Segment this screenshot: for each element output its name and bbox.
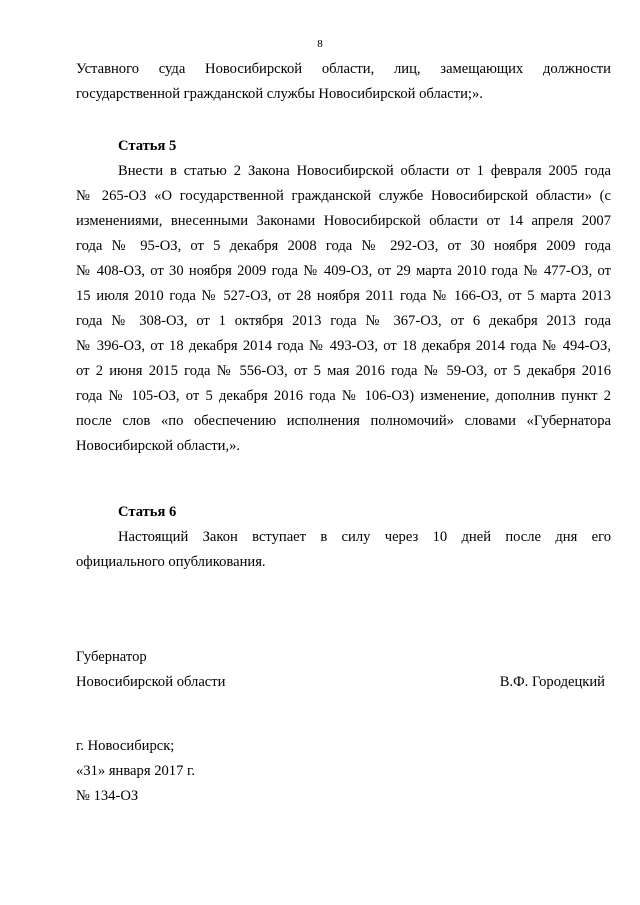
text-line: № 408-ОЗ, от 30 ноября 2009 года № 409-ОЗ, от 29 марта 2010 года № 477-ОЗ, от: [76, 263, 611, 279]
signatory-line: [76, 670, 611, 695]
text-line: 15 июля 2010 года № 527-ОЗ, от 28 ноября 2011 года № 166-ОЗ, от 5 марта 2013: [76, 288, 611, 304]
place: г. Новосибирск;: [76, 738, 175, 754]
text-line: от 2 июня 2015 года № 556-ОЗ, от 5 мая 2016 года № 59-ОЗ, от 5 декабря 2016: [76, 363, 611, 379]
date: «31» января 2017 г.: [76, 763, 196, 779]
text-line: государственной гражданской службы Новосибирской области;».: [76, 86, 483, 102]
text-line: № 265-ОЗ «О государственной гражданской службе Новосибирской области» (с: [76, 188, 611, 204]
article-heading: Статья 5: [118, 138, 177, 154]
signatory-name: В.Ф. Городецкий: [499, 674, 605, 690]
text-line: года № 95-ОЗ, от 5 декабря 2008 года № 292-ОЗ, от 30 ноября 2009 года: [76, 238, 611, 254]
text-line: изменениями, внесенными Законами Новосибирской области от 14 апреля 2007: [76, 213, 611, 229]
text-line: Уставного суда Новосибирской области, лиц, замещающих должности: [76, 61, 611, 77]
signatory-region: Новосибирской области: [76, 674, 226, 690]
paragraph-continuation: [76, 57, 611, 107]
text-line: года № 308-ОЗ, от 1 октября 2013 года № 367-ОЗ, от 6 декабря 2013 года: [76, 313, 611, 329]
article-heading: Статья 6: [118, 504, 177, 520]
text-line: Внести в статью 2 Закона Новосибирской области от 1 февраля 2005 года: [118, 163, 611, 179]
text-line: года № 105-ОЗ, от 5 декабря 2016 года № 106-ОЗ) изменение, дополнив пункт 2: [76, 388, 611, 404]
text-line: Новосибирской области,».: [76, 438, 241, 454]
text-line: Настоящий Закон вступает в силу через 10 дней после дня его: [118, 529, 611, 545]
document-footer: [76, 734, 611, 809]
article-5: [76, 134, 611, 459]
article-6: [76, 500, 611, 575]
text-line: после слов «по обеспечению исполнения полномочий» словами «Губернатора: [76, 413, 611, 429]
text-line: официального опубликования.: [76, 554, 266, 570]
signatory-title: Губернатор: [76, 649, 147, 665]
text-line: № 396-ОЗ, от 18 декабря 2014 года № 493-ОЗ, от 18 декабря 2014 года № 494-ОЗ,: [76, 338, 611, 354]
signature-block: [76, 645, 611, 695]
page-number: 8: [317, 38, 323, 50]
law-number: № 134-ОЗ: [76, 788, 139, 804]
